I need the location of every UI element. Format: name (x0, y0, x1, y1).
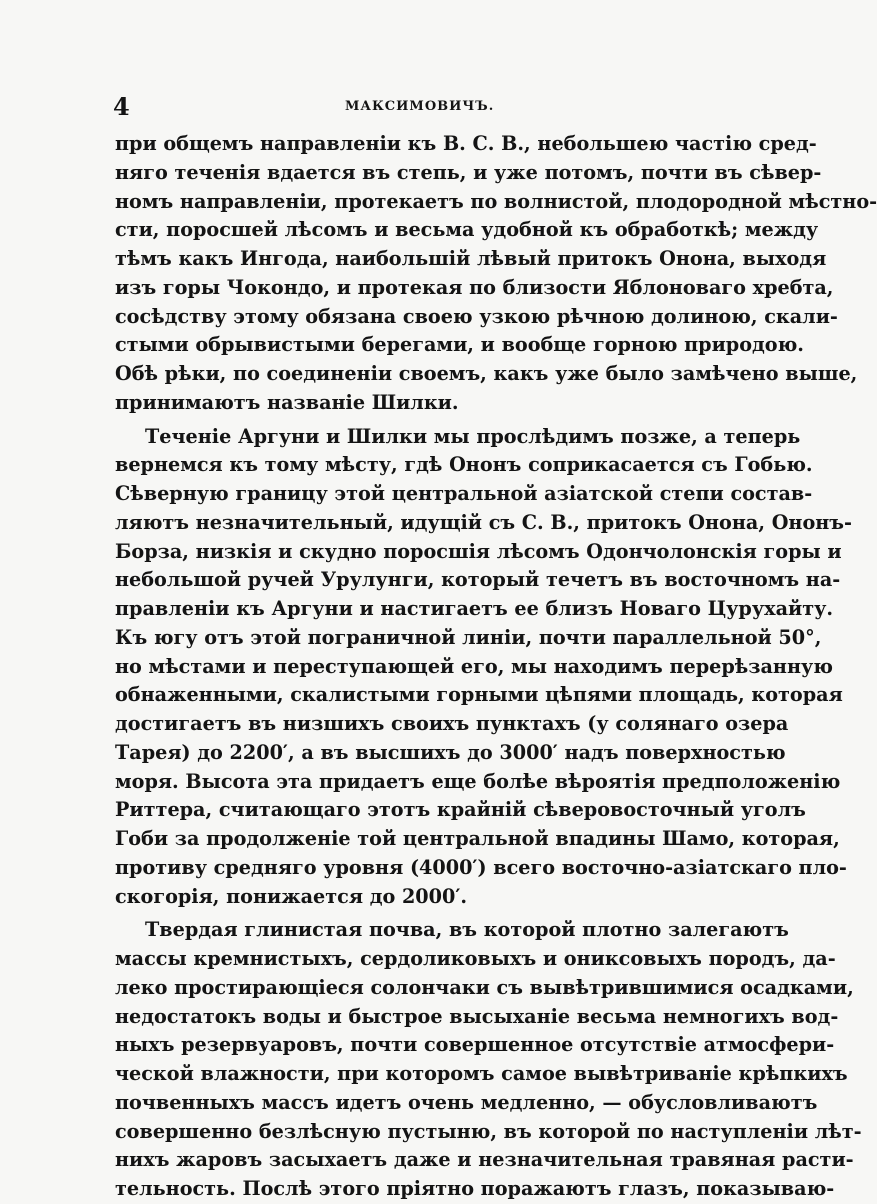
text-line: Твердая глинистая почва, въ которой плотно залегаютъ (145, 918, 789, 942)
text-line: почвенныхъ массъ идетъ очень медленно, — обусловливаютъ (115, 1090, 818, 1114)
text-line: достигаетъ въ низшихъ своихъ пунктахъ (у солянаго озера (115, 712, 789, 735)
text-line: Къ югу отъ этой пограничной линіи, почти параллельной 50°, (115, 625, 822, 649)
text-line: противу средняго уровня (4000′) всего восточно-азіатскаго пло- (115, 855, 847, 879)
text-line: ляютъ незначительный, идущій съ С. В., притокъ Онона, Ононъ- (115, 510, 852, 534)
text-line: Сѣверную границу этой центральной азіатской степи состав- (115, 482, 813, 505)
running-head: МАКСИМОВИЧЪ. (345, 99, 495, 114)
text-line: вернемся къ тому мѣсту, гдѣ Ононъ соприкасается съ Гобью. (115, 453, 813, 477)
text-line: моря. Высота эта придаетъ еще болѣе вѣроятія предположенію (115, 769, 841, 793)
text-line: нихъ жаровъ засыхаетъ даже и незначительная травяная расти- (115, 1148, 854, 1172)
text-line: массы кремнистыхъ, сердоликовыхъ и ониксовыхъ породъ, да- (115, 947, 836, 970)
text-line: Обѣ рѣки, по соединеніи своемъ, какъ уже было замѣчено выше, (115, 362, 858, 385)
text-line: принимаютъ названіе Шилки. (115, 390, 459, 414)
paragraph (115, 916, 862, 1204)
text-line: ческой влажности, при которомъ самое вывѣтриваніе крѣпкихъ (115, 1062, 848, 1085)
text-line: недостатокъ воды и быстрое высыханіе весьма немногихъ вод- (115, 1004, 839, 1028)
text-line: леко простирающіеся солончаки съ вывѣтрившимися осадками, (115, 975, 854, 999)
text-line: сосѣдству этому обязана своею узкою рѣчною долиною, скали- (115, 304, 838, 328)
text-line: обнаженными, скалистыми горными цѣпями площадь, которая (115, 683, 843, 707)
text-line: правленіи къ Аргуни и настигаетъ ее близъ Новаго Цурухайту. (115, 597, 834, 620)
text-line: изъ горы Чокондо, и протекая по близости Яблоноваго хребта, (115, 275, 834, 299)
body-text (115, 130, 877, 1204)
paragraph (115, 423, 852, 912)
text-line: номъ направленіи, протекаетъ по волнистой, плодородной мѣстно- (115, 189, 877, 213)
text-line: Борза, низкія и скудно поросшія лѣсомъ Одончолонскія горы и (115, 539, 842, 563)
text-line: няго теченія вдается въ степь, и уже потомъ, почти въ сѣвер- (115, 160, 822, 184)
text-line: совершенно безлѣсную пустыню, въ которой по наступленіи лѣт- (115, 1119, 862, 1143)
text-line: Гоби за продолженіе той центральной впадины Шамо, которая, (115, 827, 840, 850)
paragraph (115, 130, 877, 418)
text-line: но мѣстами и переступающей его, мы находимъ перерѣзанную (115, 654, 833, 678)
text-line: небольшой ручей Урулунги, который течетъ въ восточномъ на- (115, 568, 841, 592)
text-line: Риттера, считающаго этотъ крайній сѣверовосточный уголъ (115, 798, 806, 822)
text-line: сти, поросшей лѣсомъ и весьма удобной къ обработкѣ; между (115, 218, 819, 242)
text-line: скогорія, понижается до 2000′. (115, 884, 468, 908)
text-line: ныхъ резервуаровъ, почти совершенное отсутствіе атмосфери- (115, 1033, 835, 1057)
text-line: тѣмъ какъ Ингода, наибольшій лѣвый притокъ Онона, выходя (115, 247, 827, 270)
text-line: стыми обрывистыми берегами, и вообще горною природою. (115, 333, 804, 357)
page-number: 4 (113, 92, 130, 121)
text-line: Теченіе Аргуни и Шилки мы прослѣдимъ позже, а теперь (145, 424, 801, 448)
text-line: при общемъ направленіи къ В. С. В., небольшею частію сред- (115, 132, 817, 155)
text-line: Тарея) до 2200′, а въ высшихъ до 3000′ надъ поверхностью (115, 740, 786, 764)
text-line: тельность. Послѣ этого пріятно поражаютъ глазъ, показываю- (115, 1177, 835, 1200)
